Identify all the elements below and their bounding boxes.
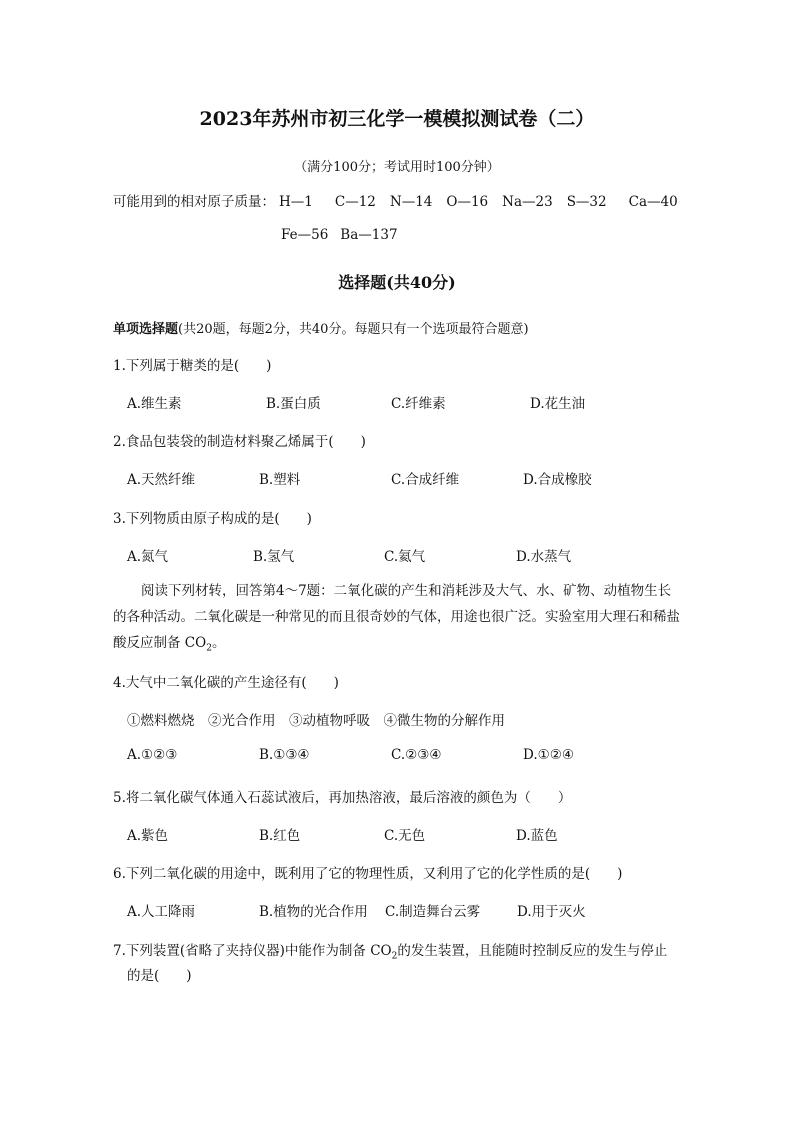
q4-option-b: B.①③④: [259, 747, 310, 763]
q2-option-a: A.天然纤维: [127, 472, 196, 488]
atomic-mass-label: 可能用到的相对原子质量：: [113, 194, 275, 210]
section-title: 选择题(共40分): [338, 273, 456, 292]
q2-option-d: D.合成橡胶: [523, 472, 592, 488]
q6-option-d: D.用于灭火: [517, 904, 586, 920]
q2-option-b: B.塑料: [259, 472, 301, 488]
atomic-mass-fe: Fe—56: [281, 227, 329, 243]
question-4-stem: 4.大气中二氧化碳的产生途径有( ): [113, 675, 339, 691]
q7-stem-part2: 的发生装置，且能随时控制反应的发生与停止: [397, 943, 668, 959]
question-6-stem: 6.下列二氧化碳的用途中，既利用了它的物理性质，又利用了它的化学性质的是( ): [113, 866, 623, 882]
q3-option-a: A.氮气: [127, 549, 169, 565]
q3-option-d: D.水蒸气: [516, 549, 572, 565]
question-1-stem: 1.下列属于糖类的是( ): [113, 358, 272, 374]
instructions-bold: 单项选择题: [113, 322, 179, 337]
question-7-stem-line2: 的是( ): [127, 968, 192, 984]
atomic-mass-line2: [281, 227, 398, 243]
question-2-stem: 2.食品包装袋的制造材料聚乙烯属于( ): [113, 434, 366, 450]
atomic-mass-n: N—14: [389, 194, 433, 210]
q5-option-a: A.紫色: [127, 828, 169, 844]
q4-items: ①燃料燃烧 ②光合作用 ③动植物呼吸 ④微生物的分解作用: [127, 713, 505, 729]
atomic-mass-s: S—32: [566, 194, 607, 210]
q1-option-b: B.蛋白质: [266, 396, 321, 412]
reading-text-end: 。: [211, 635, 226, 651]
q5-option-c: C.无色: [384, 828, 426, 844]
instructions: [113, 318, 529, 337]
q7-subscript: 2: [391, 951, 398, 962]
q1-option-d: D.花生油: [530, 396, 586, 412]
atomic-mass-c: C—12: [334, 194, 376, 210]
atomic-mass-ca: Ca—40: [628, 194, 678, 210]
q5-option-d: D.蓝色: [516, 828, 558, 844]
question-7-stem: [113, 939, 667, 962]
exam-title: 2023年苏州市初三化学一模模拟测试卷（二）: [199, 108, 595, 130]
q1-option-a: A.维生素: [127, 396, 182, 412]
q7-stem-part1: 7.下列装置(省略了夹持仪器)中能作为制备 CO: [113, 943, 392, 959]
q6-option-b: B.植物的光合作用: [259, 904, 368, 920]
exam-subtitle: （满分100分；考试用时100分钟）: [294, 160, 500, 175]
atomic-mass-line1: [113, 190, 678, 210]
atomic-mass-h: H—1: [279, 194, 313, 210]
q6-option-a: A.人工降雨: [127, 904, 196, 920]
atomic-mass-ba: Ba—137: [340, 227, 398, 243]
reading-text: 阅读下列材转，回答第4～7题：二氧化碳的产生和消耗涉及大气、水、矿物、动植物生长的各种活动。二氧化碳是一种常见的而且很奇妙的气体，用途也很广泛。实验室用大理石和稀盐酸反应制备 CO: [113, 583, 680, 651]
q4-option-a: A.①②③: [127, 747, 178, 763]
q6-option-c: C.制造舞台云雾: [385, 904, 481, 920]
reading-passage: [113, 578, 683, 662]
q4-option-d: D.①②④: [523, 747, 574, 763]
q1-option-c: C.纤维素: [391, 396, 446, 412]
q5-option-b: B.红色: [259, 828, 301, 844]
atomic-mass-o: O—16: [446, 194, 489, 210]
q2-option-c: C.合成纤维: [391, 472, 460, 488]
q4-option-c: C.②③④: [391, 747, 442, 763]
reading-subscript: 2: [206, 643, 212, 654]
instructions-text: (共20题，每题2分，共40分。每题只有一个选项最符合题意): [178, 322, 529, 337]
q3-option-c: C.氦气: [384, 549, 426, 565]
question-5-stem: 5.将二氧化碳气体通入石蕊试液后，再加热溶液，最后溶液的颜色为（ ）: [113, 790, 572, 806]
q3-option-b: B.氢气: [253, 549, 295, 565]
atomic-mass-na: Na—23: [502, 194, 553, 210]
question-3-stem: 3.下列物质由原子构成的是( ): [113, 511, 312, 527]
